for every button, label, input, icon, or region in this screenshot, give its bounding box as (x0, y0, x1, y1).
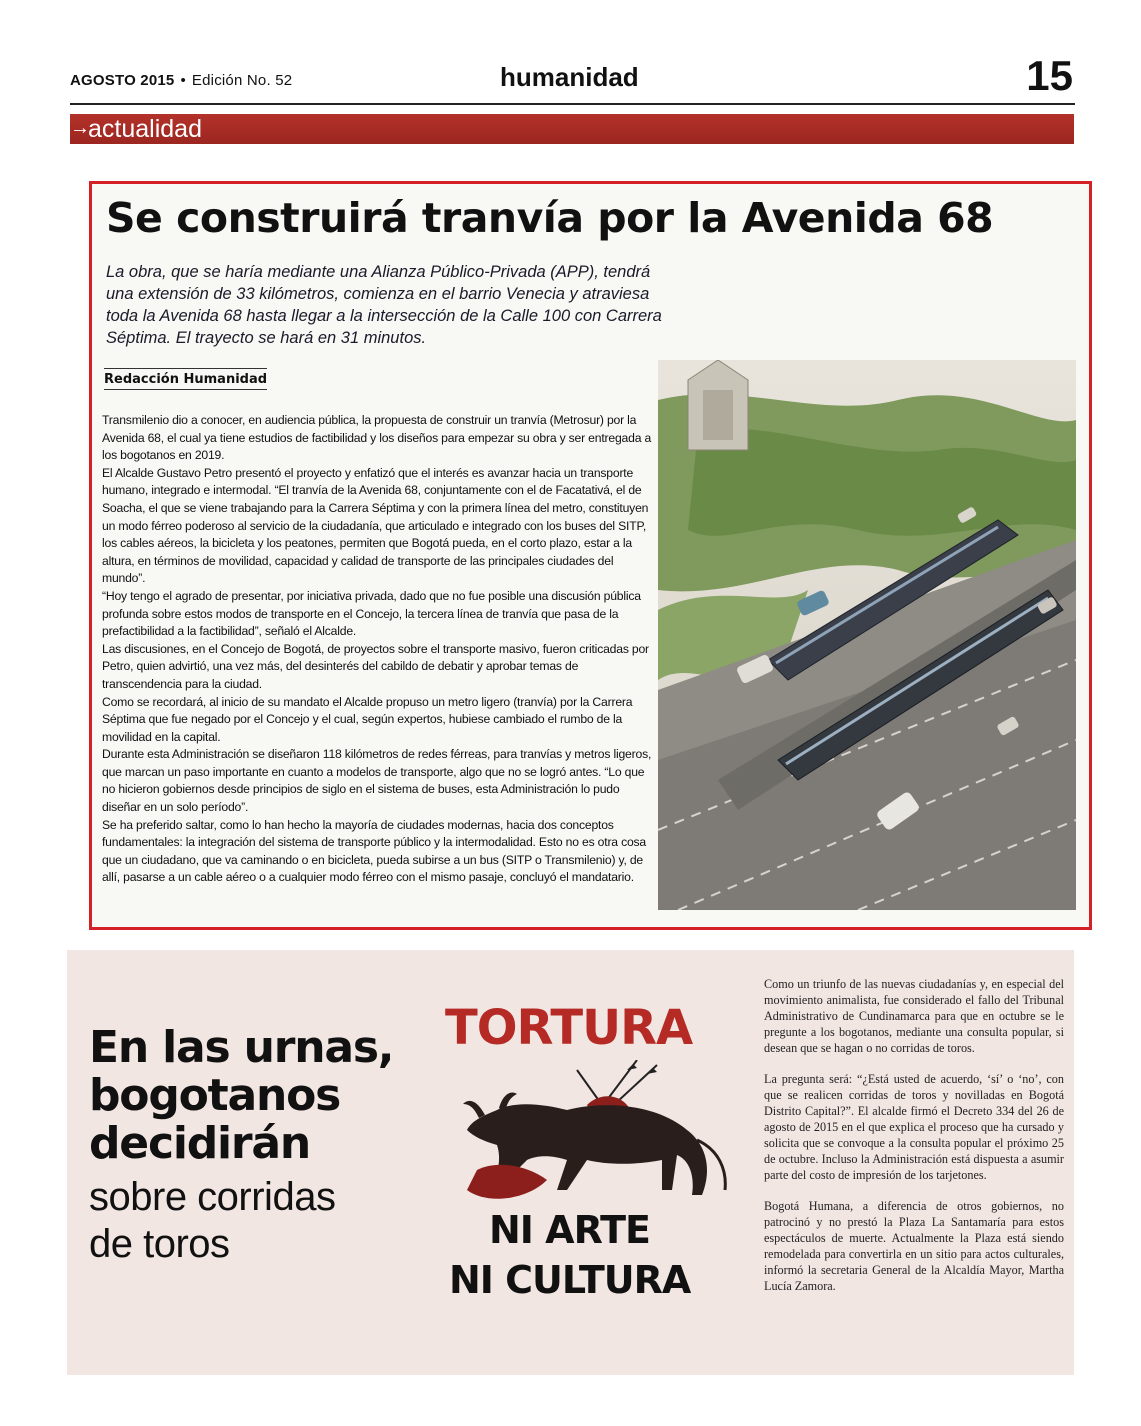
masthead-rule (70, 103, 1075, 105)
poster-line-ni-cultura: NI CULTURA (449, 1258, 691, 1302)
feature-subtitle-line: sobre corridas (89, 1175, 336, 1219)
feature-paragraph: Como un triunfo de las nuevas ciudadanías y, en especial del movimiento animalista, fue considerado el fallo del Tribunal Administrativo de Cundinamarca para que en octubre se le pregunte a los bogotanos, mediante una consulta popular, si desean que se hagan o no corridas de toros. (764, 977, 1064, 1055)
issue-info (70, 72, 292, 89)
feature-body (764, 976, 1064, 1309)
publication-name: humanidad (500, 62, 639, 92)
section-label: actualidad (88, 115, 202, 143)
article-paragraph: “Hoy tengo el agrado de presentar, por iniciativa privada, dado que no fue posible una discusión pública profunda sobre estos modos de transporte en el Concejo, la tercera línea de tranvía que pasa de la prefactibilidad a la factibilidad”, señaló el Alcalde. (102, 588, 641, 639)
anti-bullfighting-poster (437, 990, 737, 1330)
article-deck: La obra, que se haría mediante una Alianza Público-Privada (APP), tendrá una extensión de 33 kilómetros, comienza en el barrio Venecia y atraviesa toda la Avenida 68 hasta llegar a la intersección de la Calle 100 con Carrera Séptima. El trayecto se hará en 31 minutos. (106, 263, 662, 347)
article-body (102, 412, 657, 887)
feature-title-line: decidirán (89, 1118, 310, 1169)
edition-number: Edición No. 52 (191, 72, 293, 89)
feature-subtitle (89, 1174, 335, 1268)
feature-title-line: bogotanos (89, 1070, 341, 1121)
tram-illustration (658, 360, 1076, 910)
article-byline: Redacción Humanidad (104, 368, 267, 390)
article-paragraph: Transmilenio dio a conocer, en audiencia pública, la propuesta de construir un tranvía (Metrosur) por la Avenida 68, el cual ya tiene estudios de factibilidad y los diseños para empezar su obra y ser entregada a los bogotanos en 2019. (102, 413, 652, 463)
poster-top-text: TORTURA (445, 1000, 693, 1056)
arrow-right-icon: → (70, 117, 90, 139)
masthead (70, 52, 1075, 102)
article-paragraph: El Alcalde Gustavo Petro presentó el proyecto y enfatizó que el interés es avanzar hacia un transporte humano, integrado e intermodal. “El tranvía de la Avenida 68, conjuntamente con el de Facatativá, el de Soacha, el que se viene trabajando para la Carrera Séptima y con la primera línea del metro, constituyen un modo férreo poderoso al servicio de la ciudadanía, que articulado e integrado con los buses del SITP, los cables aéreos, la bicicleta y los peatones, permiten que Bogotá pueda, en el corto plazo, estar a la altura, en términos de movilidad, capacidad y calidad de transporte de las principales ciudades del mundo”. (102, 465, 649, 586)
article-paragraph: Durante esta Administración se diseñaron 118 kilómetros de redes férreas, para tranvías y metros ligeros, que marcan un paso importante en cuanto a modelos de transporte, algo que no se logró antes. “Lo que no hicieron gobiernos desde principios de siglo en el sistema de buses, esta Administración lo pudo diseñar en un solo período”. (102, 747, 652, 815)
article-headline: Se construirá tranvía por la Avenida 68 (106, 194, 994, 242)
article-box (89, 181, 1092, 930)
bullfighting-feature (67, 950, 1074, 1375)
tram-rendering-image (658, 360, 1076, 910)
poster-line-ni-arte: NI ARTE (489, 1208, 651, 1252)
separator-dot: • (180, 72, 186, 89)
feature-title-line: En las urnas, (89, 1022, 394, 1073)
feature-subtitle-line: de toros (89, 1222, 230, 1266)
article-paragraph: Como se recordará, al inicio de su mandato el Alcalde propuso un metro ligero (tranvía) por la Carrera Séptima que fue negado por el Concejo y el cual, según expertos, hubiese cambiado el rumbo de la movilidad en la capital. (102, 694, 633, 744)
bull-icon (457, 1060, 737, 1210)
feature-paragraph: Bogotá Humana, a diferencia de otros gobiernos, no patrocinó y no prestó la Plaza La Santamaría para estos espectáculos de muerte. Actualmente la Plaza está siendo remodelada para convertirla en un sitio para actos culturales, informó la secretaria General de la Alcaldía Mayor, Martha Lucía Zamora. (764, 1199, 1064, 1293)
section-banner (70, 114, 1074, 144)
feature-paragraph: La pregunta será: “¿Está usted de acuerdo, ‘sí’ o ‘no’, con que se realicen corridas de toros y novilladas en Bogotá Distrito Capital?”. El alcalde firmó el Decreto 334 del 26 de agosto de 2015 en el que explica el proceso que ha cursado y solicita que se convoque a la consulta popular el próximo 25 de octubre. Incluso la Administración está dispuesta a asumir parte del costo de impresión de los tarjetones. (764, 1072, 1064, 1182)
article-paragraph: Se ha preferido saltar, como lo han hecho la mayoría de ciudades modernas, hacia dos conceptos fundamentales: la integración del sistema de transporte público y la intermodalidad. Esto no es otra cosa que un ciudadano, que va caminando o en bicicleta, pueda subirse a un bus (SITP o Transmilenio) y, de allí, pasarse a un cable aéreo o a cualquier modo férreo con el mismo pasaje, concluyó el mandatario. (102, 817, 647, 885)
article-paragraph: Las discusiones, en el Concejo de Bogotá, de proyectos sobre el transporte masivo, fueron criticadas por Petro, quien advirtió, una vez más, del desinterés del cabildo de debatir y aprobar temas de transcendencia para la ciudad. (102, 641, 649, 691)
issue-date: AGOSTO 2015 (70, 72, 175, 89)
page-number: 15 (1026, 52, 1073, 99)
feature-title (89, 1024, 393, 1168)
